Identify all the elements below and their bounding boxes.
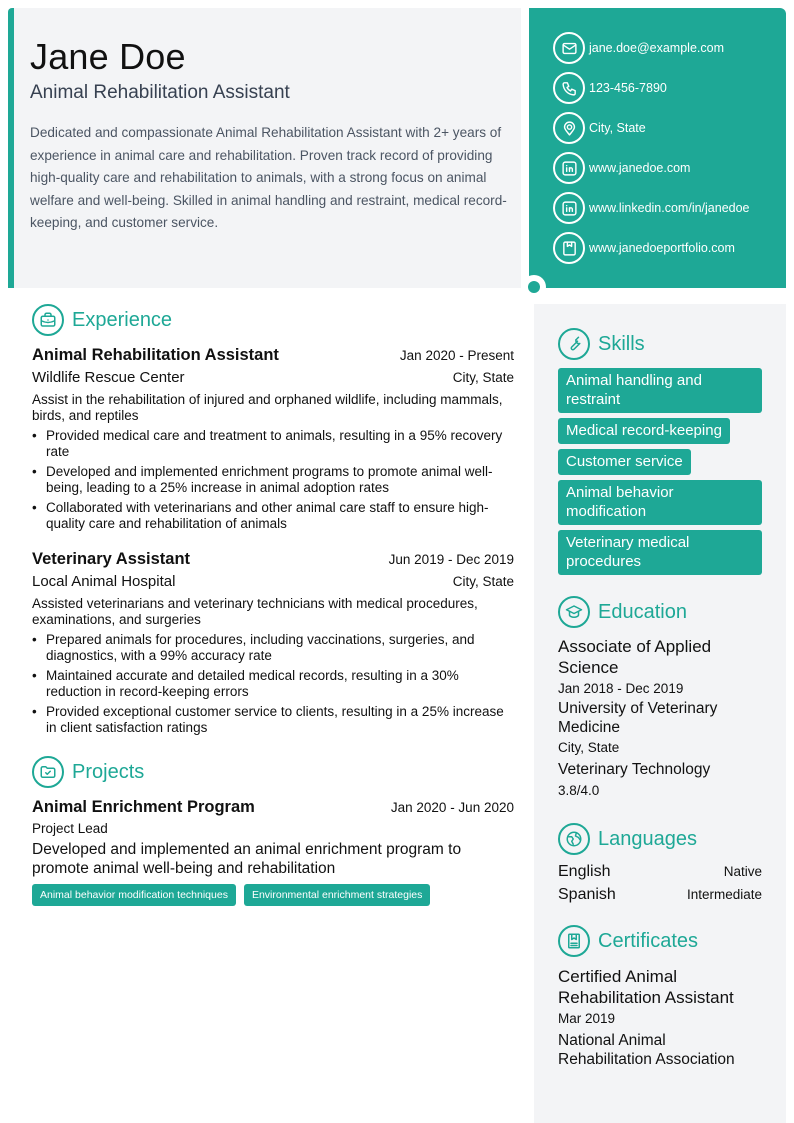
list-item: • Maintained accurate and detailed medical records, resulting in a 30% reduction in record-keeping errors (32, 668, 514, 700)
list-item: • Provided exceptional customer service to clients, resulting in a 25% increase in client satisfaction ratings (32, 704, 514, 736)
email-text: jane.doe@example.com (589, 41, 724, 55)
gpa: 3.8/4.0 (558, 783, 600, 798)
school: University of Veterinary Medicine (558, 700, 718, 736)
projects-heading (32, 756, 144, 788)
job-dates: Jan 2020 - Present (399, 348, 514, 363)
certificate-entry (558, 966, 762, 1069)
experience-title: Experience (72, 308, 173, 331)
skills-title: Skills (598, 332, 645, 355)
skill-badge: Medical record-keeping (558, 418, 730, 444)
education-heading (558, 596, 687, 628)
field-of-study: Veterinary Technology (558, 761, 711, 778)
project-title: Animal Enrichment Program (32, 798, 255, 816)
job-title: Veterinary Assistant (32, 550, 191, 568)
portfolio-text: www.janedoeportfolio.com (589, 241, 735, 255)
contact-website[interactable] (553, 152, 690, 184)
experience-heading (32, 304, 172, 336)
degree: Associate of Applied Science (558, 637, 712, 677)
portfolio-icon (553, 232, 585, 264)
experience-entry (32, 346, 514, 536)
certificate-icon (558, 925, 590, 957)
certificates-heading (558, 925, 698, 957)
languages-title: Languages (598, 827, 697, 850)
graduation-cap-icon (558, 596, 590, 628)
timeline-dot (528, 281, 540, 293)
linkedin-text: www.linkedin.com/in/janedoe (589, 201, 750, 215)
education-entry (558, 636, 762, 801)
list-item: • Prepared animals for procedures, including vaccinations, surgeries, and diagnostics, with a 99% accuracy rate (32, 632, 514, 664)
language-row (558, 886, 762, 904)
candidate-name: Jane Doe (30, 36, 186, 77)
project-entry (32, 798, 514, 906)
project-role: Project Lead (32, 821, 108, 836)
project-tag: Environmental enrichment strategies (244, 884, 430, 906)
experience-entry (32, 550, 514, 740)
job-dates: Jun 2019 - Dec 2019 (388, 552, 514, 567)
language-level: Native (723, 864, 762, 879)
phone-text: 123-456-7890 (589, 81, 667, 95)
contact-phone[interactable] (553, 72, 667, 104)
linkedin-icon (553, 192, 585, 224)
project-tags (32, 884, 514, 906)
certificates-title: Certificates (598, 929, 699, 952)
job-org: Wildlife Rescue Center (32, 369, 185, 386)
skill-badge: Animal behavior modification (558, 480, 762, 525)
header-summary-panel (8, 8, 521, 288)
job-bullets (32, 428, 514, 532)
folder-icon (32, 756, 64, 788)
map-pin-icon (553, 112, 585, 144)
website-text: www.janedoe.com (589, 161, 691, 175)
languages-heading (558, 823, 697, 855)
briefcase-icon (32, 304, 64, 336)
wrench-icon (558, 328, 590, 360)
contact-email[interactable] (553, 32, 724, 64)
skill-badge: Animal handling and restraint (558, 368, 762, 413)
project-dates: Jan 2020 - Jun 2020 (390, 800, 514, 815)
language-level: Intermediate (686, 887, 762, 902)
skill-badge: Customer service (558, 449, 691, 475)
mail-icon (553, 32, 585, 64)
certificate-issuer: National Animal Rehabilitation Association (558, 1032, 735, 1068)
candidate-title: Animal Rehabilitation Assistant (30, 82, 290, 103)
job-bullets (32, 632, 514, 736)
location-text: City, State (589, 121, 646, 135)
skills-heading (558, 328, 645, 360)
projects-title: Projects (72, 760, 145, 783)
phone-icon (553, 72, 585, 104)
education-dates: Jan 2018 - Dec 2019 (558, 681, 684, 696)
languages-list (558, 863, 762, 909)
contact-portfolio[interactable] (553, 232, 735, 264)
list-item: • Collaborated with veterinarians and other animal care staff to ensure high-quality care and rehabilitation of animals (32, 500, 514, 532)
contact-location (553, 112, 646, 144)
contact-panel (529, 8, 786, 288)
job-description: Assist in the rehabilitation of injured and orphaned wildlife, including mammals, birds, and reptiles (32, 392, 503, 423)
project-tag: Animal behavior modification techniques (32, 884, 236, 906)
job-org: Local Animal Hospital (32, 573, 176, 590)
job-location: City, State (452, 370, 514, 385)
list-item: • Provided medical care and treatment to animals, resulting in a 95% recovery rate (32, 428, 514, 460)
contact-linkedin[interactable] (553, 192, 750, 224)
project-description: Developed and implemented an animal enrichment program to promote animal well-being and rehabilitation (32, 841, 462, 877)
list-item: • Developed and implemented enrichment programs to promote animal well-being, leading to a 25% increase in animal adoption rates (32, 464, 514, 496)
language-row (558, 863, 762, 881)
skill-badge: Veterinary medical procedures (558, 530, 762, 575)
school-location: City, State (558, 740, 620, 755)
globe-icon (558, 823, 590, 855)
job-title: Animal Rehabilitation Assistant (32, 346, 279, 364)
skills-list (558, 368, 762, 580)
certificate-name: Certified Animal Rehabilitation Assistant (558, 967, 734, 1007)
job-description: Assisted veterinarians and veterinary technicians with medical procedures, examinations, and surgeries (32, 596, 478, 627)
job-location: City, State (452, 574, 514, 589)
certificate-date: Mar 2019 (558, 1011, 616, 1026)
summary-text: Dedicated and compassionate Animal Rehabilitation Assistant with 2+ years of experience in animal care and rehabilitation. Proven track record of providing high-quality care and rehabilitation to animals, with a strong focus on animal welfare and well-being. Skilled in animal handling and restraint, medical record-keeping, and customer service. (30, 125, 507, 231)
language-name: English (558, 863, 611, 880)
linkedin-icon (553, 152, 585, 184)
language-name: Spanish (558, 886, 616, 903)
education-title: Education (598, 600, 687, 623)
